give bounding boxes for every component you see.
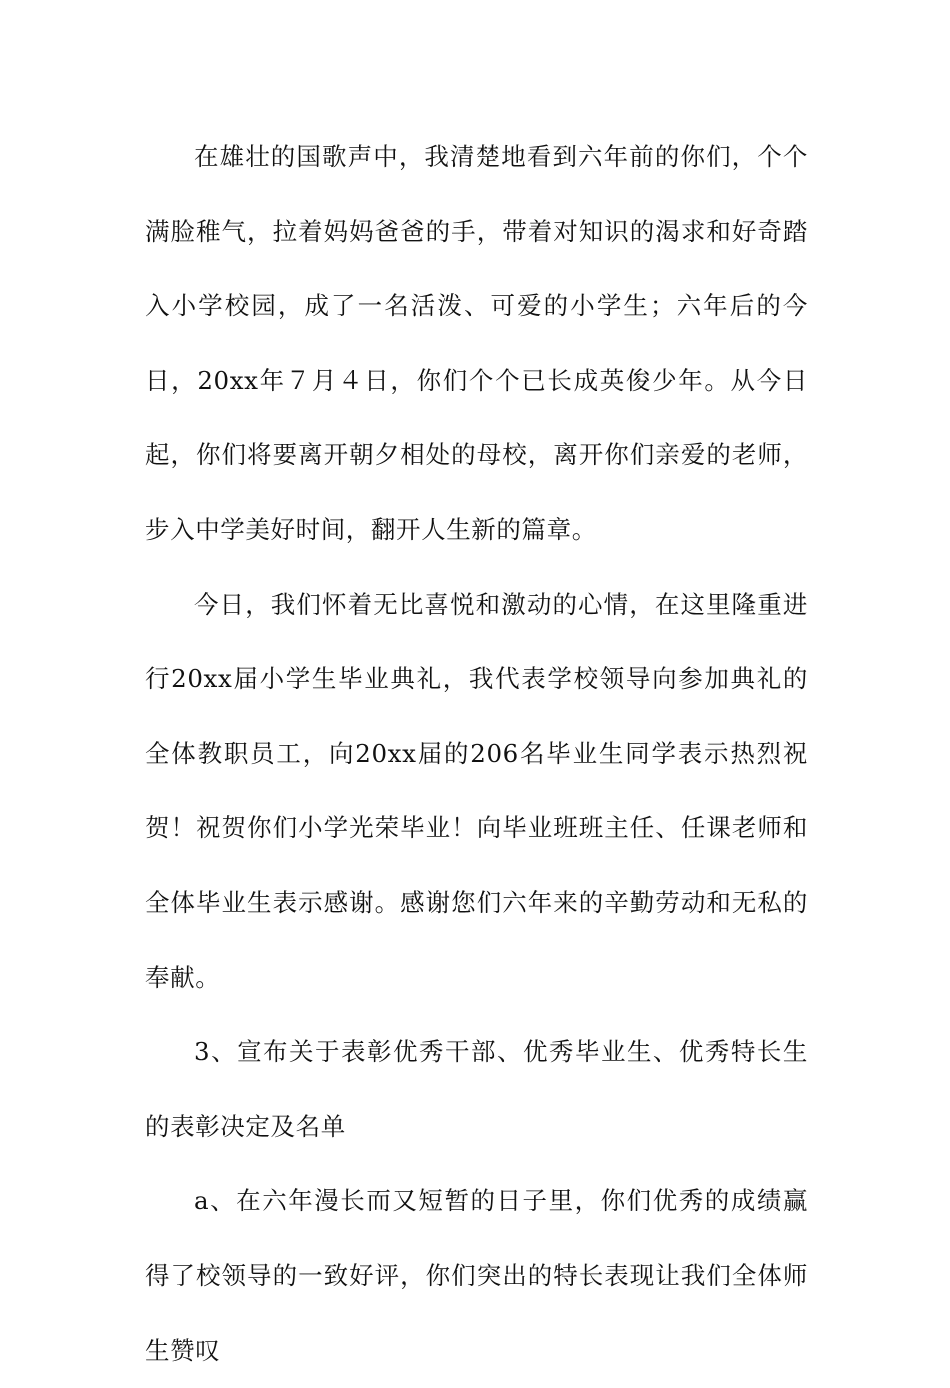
document-body	[145, 120, 808, 1388]
paragraph-3: 3、宣布关于表彰优秀干部、优秀毕业生、优秀特长生的表彰决定及名单	[145, 1037, 808, 1141]
paragraph-1: 在雄壮的国歌声中，我清楚地看到六年前的你们，个个满脸稚气，拉着妈妈爸爸的手，带着对知识的渴求和好奇踏入小学校园，成了一名活泼、可爱的小学生；六年后的今日，20xx年７月４日，你们个个已长成英俊少年。从今日起，你们将要离开朝夕相处的母校，离开你们亲爱的老师，步入中学美好时间，翻开人生新的篇章。	[145, 142, 808, 544]
paragraph-2: 今日，我们怀着无比喜悦和激动的心情，在这里隆重进行20xx届小学生毕业典礼，我代表学校领导向参加典礼的全体教职员工，向20xx届的206名毕业生同学表示热烈祝贺！祝贺你们小学光荣毕业！向毕业班班主任、任课老师和全体毕业生表示感谢。感谢您们六年来的辛勤劳动和无私的奉献。	[145, 589, 808, 992]
paragraph-4: a、在六年漫长而又短暂的日子里，你们优秀的成绩赢得了校领导的一致好评，你们突出的特长表现让我们全体师生赞叹	[145, 1186, 808, 1365]
